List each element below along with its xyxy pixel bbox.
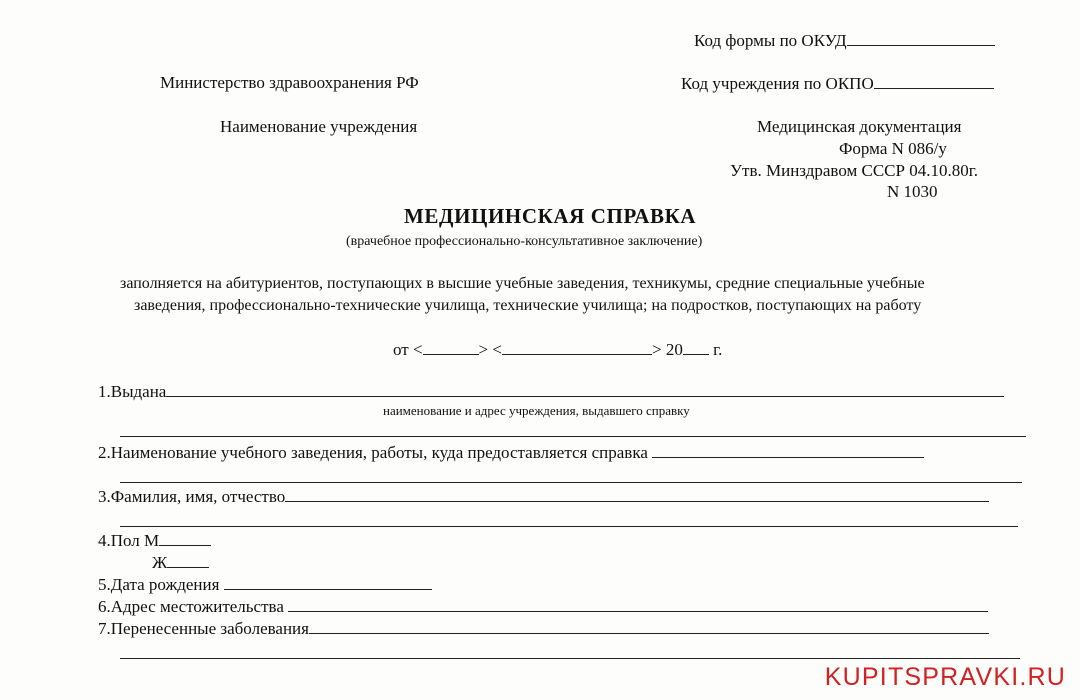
medical-documentation: Медицинская документация <box>757 117 962 136</box>
date-year-blank[interactable] <box>683 339 709 355</box>
destination-continuation-line[interactable] <box>120 482 1022 483</box>
okud-blank[interactable] <box>847 30 995 46</box>
past-diseases-label: 7.Перенесенные заболевания <box>98 619 309 638</box>
date-year-label: > 20 <box>651 340 683 359</box>
ministry-name: Министерство здравоохранения РФ <box>160 73 419 92</box>
sex-female-label: Ж <box>152 553 168 572</box>
past-diseases-blank[interactable] <box>309 618 989 634</box>
destination-blank[interactable] <box>652 442 924 458</box>
institution-name-label: Наименование учреждения <box>220 117 418 136</box>
date-month-blank[interactable] <box>502 339 652 355</box>
field-sex-female <box>152 552 209 573</box>
field-full-name <box>98 486 989 507</box>
issued-by-hint: наименование и адрес учреждения, выдавшего справку <box>383 403 690 418</box>
birth-date-blank[interactable] <box>224 574 432 590</box>
address-blank[interactable] <box>288 596 988 612</box>
destination-label: 2.Наименование учебного заведения, работы, куда предоставляется справка <box>98 443 648 462</box>
issued-by-label: 1.Выдана <box>98 382 167 401</box>
date-line <box>393 339 722 360</box>
date-from-label: от < <box>393 340 423 359</box>
issued-by-blank[interactable] <box>166 381 1004 397</box>
sex-male-label: 4.Пол М <box>98 531 160 550</box>
date-suffix: г. <box>713 340 723 359</box>
birth-date-label: 5.Дата рождения <box>98 575 220 594</box>
order-number: N 1030 <box>887 182 938 201</box>
full-name-blank[interactable] <box>285 486 989 502</box>
okud-label: Код формы по ОКУД <box>694 31 847 50</box>
full-name-label: 3.Фамилия, имя, отчество <box>98 487 286 506</box>
field-sex-male <box>98 530 211 551</box>
watermark: KUPITSPRAVKI.RU <box>824 663 1066 691</box>
issued-by-continuation-line[interactable] <box>120 436 1026 437</box>
description-line-1: заполняется на абитуриентов, поступающих в высшие учебные заведения, техникумы, средние специальные учебные <box>120 275 925 292</box>
field-address <box>98 596 988 617</box>
sex-female-blank[interactable] <box>167 552 209 568</box>
field-past-diseases <box>98 618 989 639</box>
okud-code-field <box>694 30 995 51</box>
address-label: 6.Адрес местожительства <box>98 597 284 616</box>
approved-by: Утв. Минздравом СССР 04.10.80г. <box>730 161 979 180</box>
date-mid-label: > < <box>478 340 502 359</box>
field-birth-date <box>98 574 432 595</box>
okpo-code-field <box>681 73 994 94</box>
date-day-blank[interactable] <box>423 339 479 355</box>
form-number: Форма N 086/у <box>839 139 947 158</box>
field-destination <box>98 442 924 463</box>
field-issued-by <box>98 381 1004 402</box>
full-name-continuation-line[interactable] <box>120 526 1018 527</box>
page-title: МЕДИЦИНСКАЯ СПРАВКА <box>404 204 697 228</box>
okpo-label: Код учреждения по ОКПО <box>681 74 874 93</box>
past-diseases-continuation-line[interactable] <box>120 658 1020 659</box>
page-subtitle: (врачебное профессионально-консультативное заключение) <box>346 234 703 249</box>
sex-male-blank[interactable] <box>159 530 211 546</box>
description-line-2: заведения, профессионально-технические училища, технические училища; на подростков, поступающих на работу <box>134 297 922 314</box>
okpo-blank[interactable] <box>874 73 994 89</box>
